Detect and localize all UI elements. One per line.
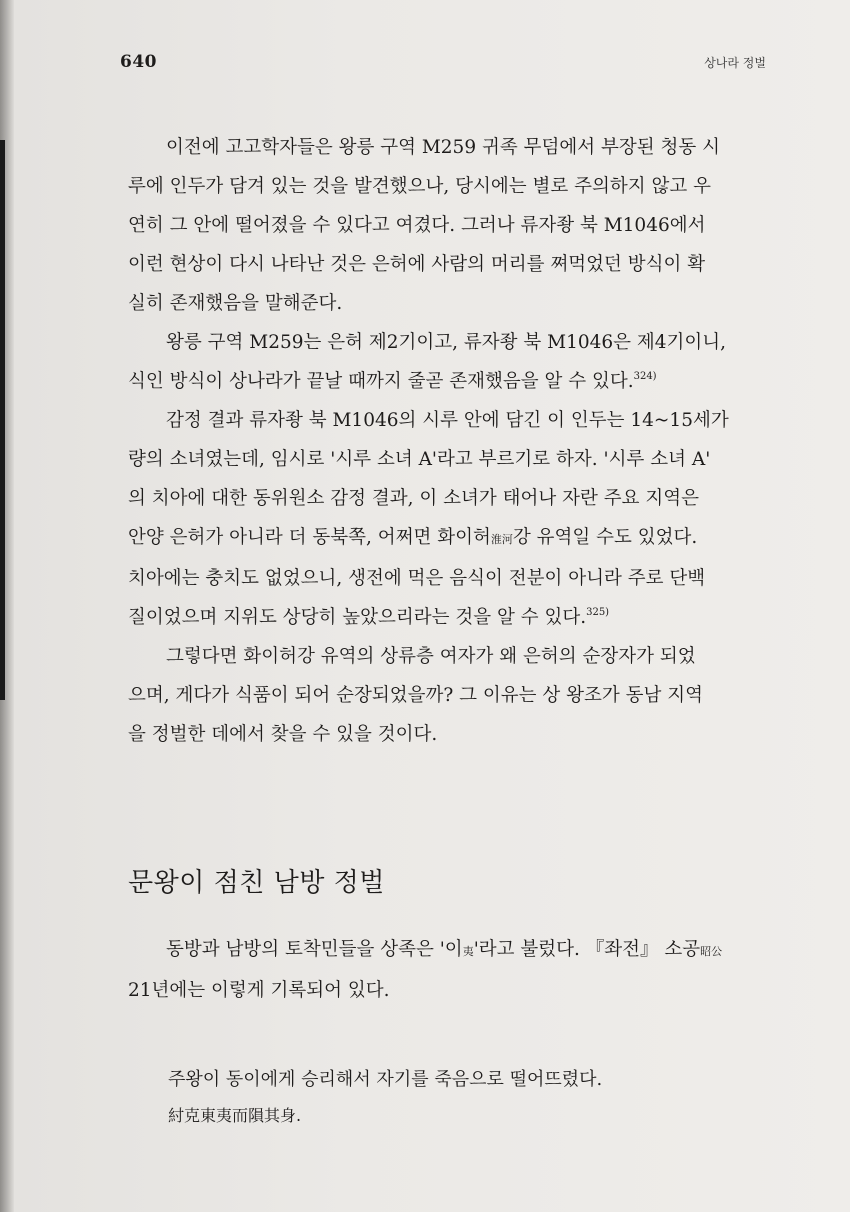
text-line	[128, 518, 776, 559]
text-line: 실히 존재했음을 말해준다.	[128, 293, 343, 314]
page-number: 640	[120, 52, 157, 72]
block-quote	[168, 1060, 768, 1136]
text-segment: 질이었으며 지위도 상당히 높았으리라는 것을 알 수 있다.	[128, 607, 587, 628]
footnote-ref: 324)	[633, 371, 657, 382]
text-line	[128, 362, 776, 401]
quote-classical: 紂克東夷而隕其身.	[168, 1106, 302, 1125]
text-line: 이전에 고고학자들은 왕릉 구역 M259 귀족 무덤에서 부장된 청동 시	[166, 137, 720, 158]
text-segment: 강 유역일 수도 있었다.	[512, 527, 698, 548]
paragraph-4	[128, 637, 776, 754]
hanja-gloss: 夷	[462, 945, 474, 958]
text-segment: '라고 불렀다. 『좌전』 소공	[473, 939, 701, 960]
text-line: 감정 결과 류자좡 북 M1046의 시루 안에 담긴 이 인두는 14~15세가	[166, 410, 729, 431]
text-line: 량의 소녀였는데, 임시로 '시루 소녀 A'라고 부르기로 하자. '시루 소녀 A'	[128, 449, 711, 470]
text-line: 으며, 게다가 식품이 되어 순장되었을까? 그 이유는 상 왕조가 동남 지역	[128, 685, 703, 706]
text-line: 치아에는 충치도 없었으니, 생전에 먹은 음식이 전분이 아니라 주로 단백	[128, 568, 706, 589]
quote-korean: 주왕이 동이에게 승리해서 자기를 죽음으로 떨어뜨렸다.	[168, 1069, 603, 1090]
paragraph-1	[128, 128, 776, 323]
text-line	[128, 930, 776, 971]
paragraph-5	[128, 930, 776, 1010]
section-heading: 문왕이 점친 남방 정벌	[128, 868, 385, 898]
paragraph-3	[128, 401, 776, 637]
text-segment: 동방과 남방의 토착민들을 상족은 '이	[166, 939, 463, 960]
text-line: 연히 그 안에 떨어졌을 수 있다고 여겼다. 그러나 류자좡 북 M1046에서	[128, 215, 706, 236]
hanja-gloss: 昭公	[700, 945, 723, 958]
text-line: 을 정벌한 데에서 찾을 수 있을 것이다.	[128, 724, 438, 745]
text-line: 의 치아에 대한 동위원소 감정 결과, 이 소녀가 태어나 자란 주요 지역은	[128, 488, 699, 509]
book-spine-edge	[0, 140, 5, 700]
text-line: 루에 인두가 담겨 있는 것을 발견했으나, 당시에는 별로 주의하지 않고 우	[128, 176, 711, 197]
text-line: 21년에는 이렇게 기록되어 있다.	[128, 980, 390, 1001]
footnote-ref: 325)	[586, 607, 610, 618]
running-title: 상나라 정벌	[704, 56, 766, 70]
hanja-gloss: 淮河	[490, 533, 513, 546]
text-line: 그렇다면 화이허강 유역의 상류층 여자가 왜 은허의 순장자가 되었	[166, 646, 696, 667]
body-text-block	[128, 930, 776, 1010]
book-page	[14, 0, 850, 1212]
text-line: 이런 현상이 다시 나타난 것은 은허에 사람의 머리를 쪄먹었던 방식이 확	[128, 254, 706, 275]
text-segment: 안양 은허가 아니라 더 동북쪽, 어쩌면 화이허	[128, 527, 491, 548]
text-line: 왕릉 구역 M259는 은허 제2기이고, 류자좡 북 M1046은 제4기이니,	[166, 332, 727, 353]
body-text-block	[128, 128, 776, 754]
text-segment: 식인 방식이 상나라가 끝날 때까지 줄곧 존재했음을 알 수 있다.	[128, 371, 634, 392]
paragraph-2	[128, 323, 776, 401]
text-line	[128, 598, 776, 637]
